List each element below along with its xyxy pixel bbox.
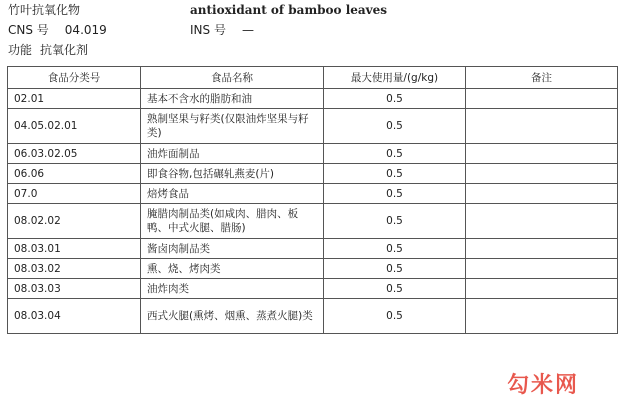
food-name: 油炸肉类 xyxy=(141,279,324,299)
additive-english-name: antioxidant of bamboo leaves xyxy=(190,3,388,17)
site-watermark: 勾米网 xyxy=(507,373,580,398)
max-usage: 0.5 xyxy=(324,259,466,279)
table-row xyxy=(8,144,618,164)
note xyxy=(466,279,618,299)
function-value: 抗氧化剂 xyxy=(40,43,89,57)
food-code: 08.03.03 xyxy=(8,279,141,299)
note xyxy=(466,239,618,259)
note xyxy=(466,164,618,184)
max-usage: 0.5 xyxy=(324,184,466,204)
food-name: 酱卤肉制品类 xyxy=(141,239,324,259)
table-row xyxy=(8,89,618,109)
usage-table xyxy=(7,66,618,334)
max-usage: 0.5 xyxy=(324,299,466,334)
food-code: 04.05.02.01 xyxy=(8,109,141,144)
food-name: 基本不含水的脂肪和油 xyxy=(141,89,324,109)
table-row xyxy=(8,239,618,259)
food-code: 02.01 xyxy=(8,89,141,109)
max-usage: 0.5 xyxy=(324,239,466,259)
table-row xyxy=(8,204,618,239)
max-usage: 0.5 xyxy=(324,204,466,239)
max-usage: 0.5 xyxy=(324,109,466,144)
ins-value: — xyxy=(241,23,254,37)
additive-chinese-name: 竹叶抗氧化物 xyxy=(8,3,81,17)
note xyxy=(466,184,618,204)
food-code: 08.02.02 xyxy=(8,204,141,239)
column-header-note: 备注 xyxy=(466,67,618,89)
cns-value: 04.019 xyxy=(64,23,107,37)
table-row xyxy=(8,279,618,299)
food-name: 西式火腿(熏烤、烟熏、蒸煮火腿)类 xyxy=(141,299,324,334)
food-code: 08.03.02 xyxy=(8,259,141,279)
food-name: 腌腊肉制品类(如咸肉、腊肉、板鸭、中式火腿、腊肠) xyxy=(141,204,324,239)
food-code: 07.0 xyxy=(8,184,141,204)
ins-label: INS 号 xyxy=(190,23,226,37)
table-header-row xyxy=(8,67,618,89)
max-usage: 0.5 xyxy=(324,144,466,164)
food-name: 焙烤食品 xyxy=(141,184,324,204)
table-row xyxy=(8,109,618,144)
column-header-code: 食品分类号 xyxy=(8,67,141,89)
cns-number xyxy=(8,23,107,37)
table-row xyxy=(8,259,618,279)
ins-number xyxy=(190,23,254,37)
note xyxy=(466,89,618,109)
function-label: 功能 xyxy=(8,43,33,57)
food-name: 油炸面制品 xyxy=(141,144,324,164)
note xyxy=(466,259,618,279)
note xyxy=(466,144,618,164)
food-code: 06.03.02.05 xyxy=(8,144,141,164)
max-usage: 0.5 xyxy=(324,164,466,184)
food-name: 熟制坚果与籽类(仅限油炸坚果与籽类) xyxy=(141,109,324,144)
table-row xyxy=(8,299,618,334)
cns-label: CNS 号 xyxy=(8,23,49,37)
table-row xyxy=(8,184,618,204)
food-code: 06.06 xyxy=(8,164,141,184)
food-name: 即食谷物,包括碾轧燕麦(片) xyxy=(141,164,324,184)
note xyxy=(466,299,618,334)
table-row xyxy=(8,164,618,184)
food-code: 08.03.01 xyxy=(8,239,141,259)
food-name: 熏、烧、烤肉类 xyxy=(141,259,324,279)
note xyxy=(466,204,618,239)
column-header-max-usage: 最大使用量/(g/kg) xyxy=(324,67,466,89)
max-usage: 0.5 xyxy=(324,279,466,299)
column-header-name: 食品名称 xyxy=(141,67,324,89)
function-line xyxy=(8,43,88,57)
max-usage: 0.5 xyxy=(324,89,466,109)
note xyxy=(466,109,618,144)
food-code: 08.03.04 xyxy=(8,299,141,334)
